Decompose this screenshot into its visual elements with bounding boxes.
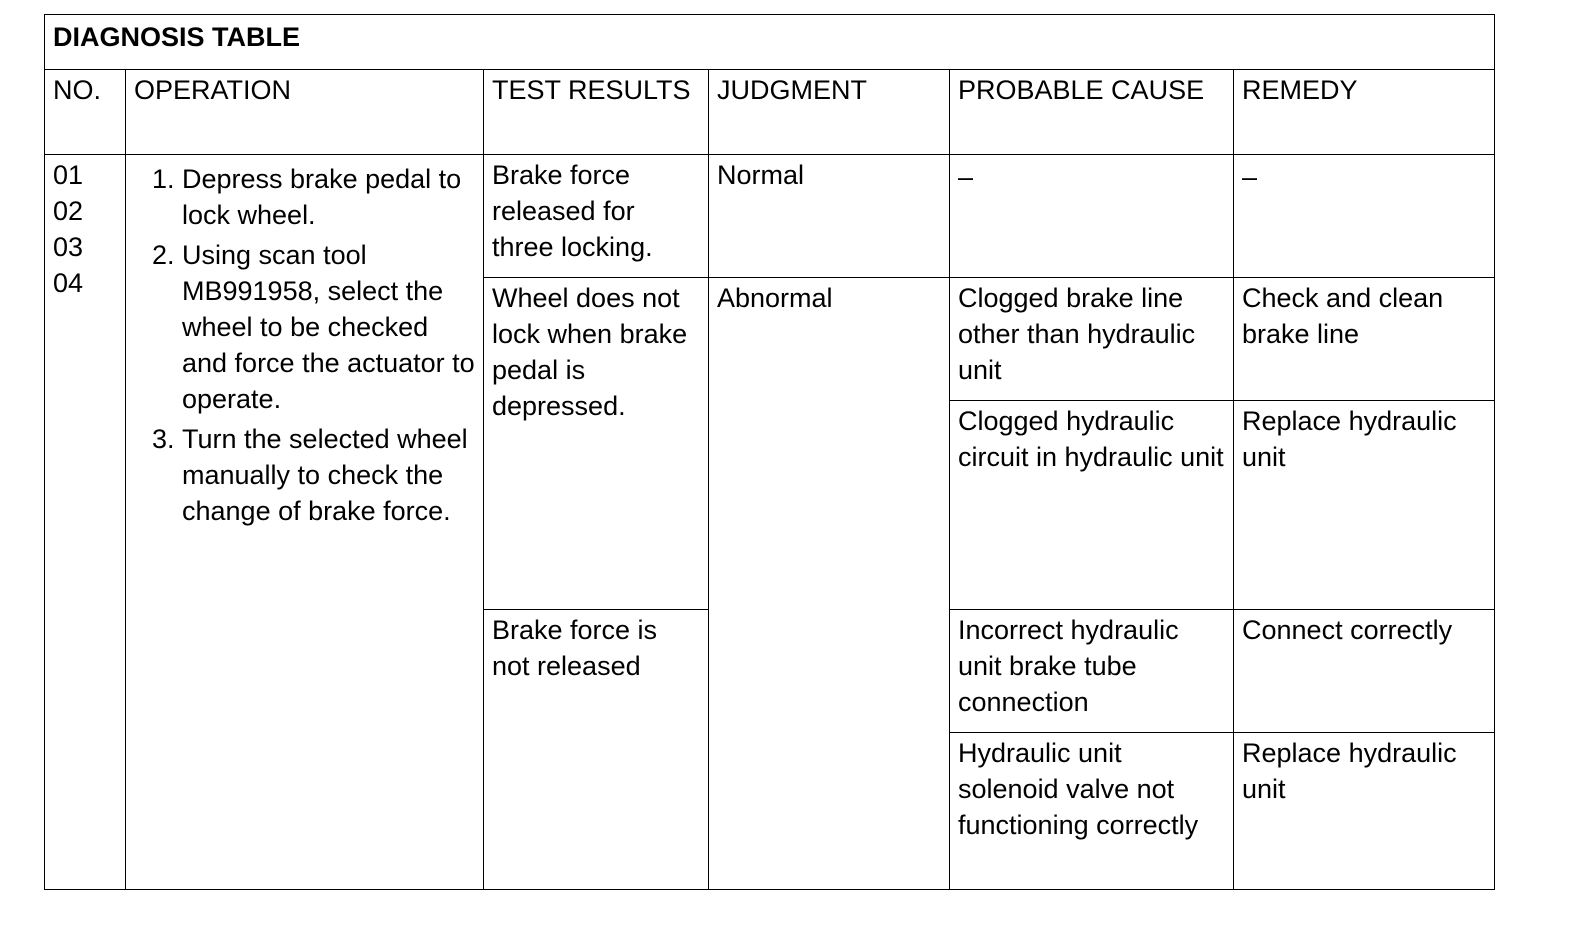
remedy-cell: Check and clean brake line xyxy=(1234,278,1495,401)
remedy-cell: Connect correctly xyxy=(1234,610,1495,733)
test-result-not-released: Brake force is not released xyxy=(484,610,709,890)
operation-step: 1. Depress brake pedal to lock wheel. xyxy=(182,161,475,233)
item-number: 01 xyxy=(53,160,84,190)
operation-step: 2. Using scan tool MB991958, select the wheel to be checked and force the actuator to operate. xyxy=(182,237,475,417)
judgment-normal: Normal xyxy=(709,155,950,278)
header-test-results: TEST RESULTS xyxy=(484,70,709,155)
header-operation: OPERATION xyxy=(126,70,484,155)
table-row xyxy=(45,155,1495,278)
remedy-cell: Replace hydraulic unit xyxy=(1234,733,1495,890)
operation-step: 3. Turn the selected wheel manually to check the change of brake force. xyxy=(182,421,475,529)
item-numbers xyxy=(45,155,126,890)
table-title: DIAGNOSIS TABLE xyxy=(45,15,1495,70)
cause-cell: Clogged brake line other than hydraulic unit xyxy=(950,278,1234,401)
header-row xyxy=(45,70,1495,155)
cause-cell: Clogged hydraulic circuit in hydraulic unit xyxy=(950,401,1234,610)
cause-dash: – xyxy=(958,162,974,192)
cause-normal xyxy=(950,155,1234,278)
test-result-normal: Brake force released for three locking. xyxy=(484,155,709,278)
header-remedy: REMEDY xyxy=(1234,70,1495,155)
item-number: 03 xyxy=(53,232,84,262)
cause-cell: Hydraulic unit solenoid valve not functioning correctly xyxy=(950,733,1234,890)
remedy-normal xyxy=(1234,155,1495,278)
remedy-cell: Replace hydraulic unit xyxy=(1234,401,1495,610)
operation-cell xyxy=(126,155,484,890)
diagnosis-table xyxy=(44,14,1495,890)
operation-steps xyxy=(134,161,475,529)
item-number: 04 xyxy=(53,268,84,298)
test-result-no-lock: Wheel does not lock when brake pedal is depressed. xyxy=(484,278,709,610)
cause-cell: Incorrect hydraulic unit brake tube connection xyxy=(950,610,1234,733)
header-judgment: JUDGMENT xyxy=(709,70,950,155)
item-number: 02 xyxy=(53,196,84,226)
judgment-abnormal: Abnormal xyxy=(709,278,950,890)
remedy-dash: – xyxy=(1242,162,1258,192)
header-probable-cause: PROBABLE CAUSE xyxy=(950,70,1234,155)
diagnosis-table-sheet xyxy=(44,14,1494,890)
header-no: NO. xyxy=(45,70,126,155)
